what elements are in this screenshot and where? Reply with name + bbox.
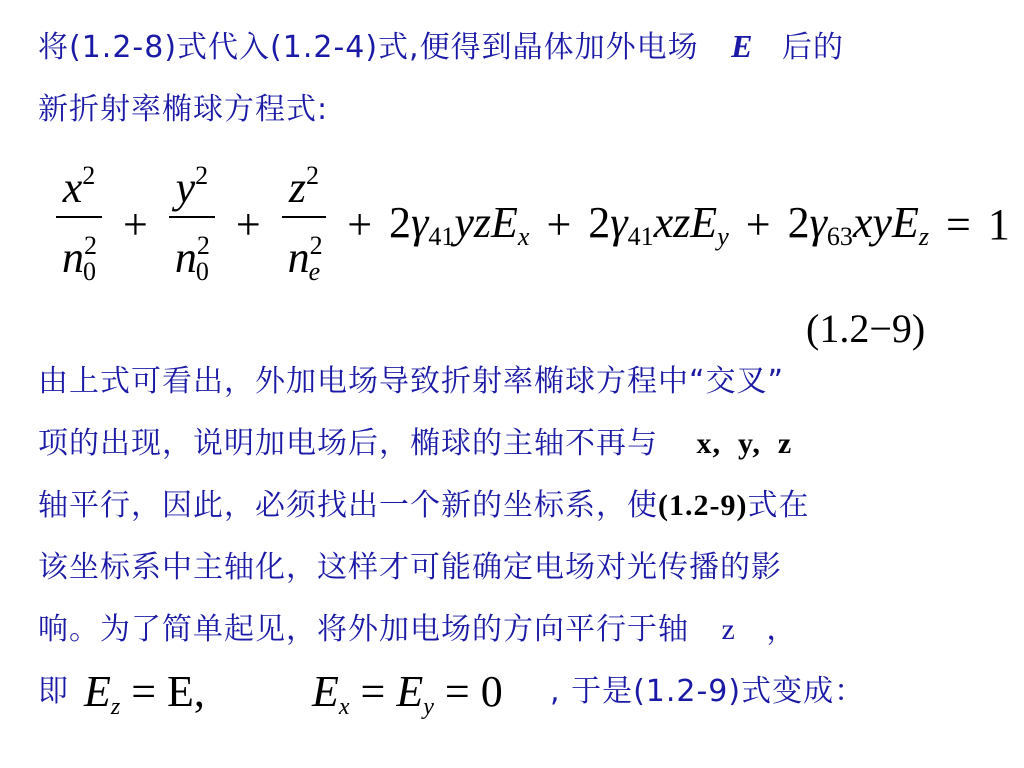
term-xz: $2\gamma_{41}xzE_y$ bbox=[588, 197, 729, 251]
fraction-z: $\frac{z^2}{n^2_e}$ bbox=[282, 148, 327, 300]
body-line-3: 轴平行，因此，必须找出一个新的坐标系，使(1.2-9)式在 bbox=[38, 488, 810, 523]
term-yz: $2\gamma_{41}yzE_x$ bbox=[389, 197, 530, 251]
intro-text-a: 将(1.2-8)式代入(1.2-4)式,便得到晶体加外电场 bbox=[38, 30, 699, 65]
term-xy: $2\gamma_{63}xyE_z$ bbox=[787, 197, 929, 251]
condition-Ex-Ey: $E_x = E_y = 0$ bbox=[312, 667, 503, 720]
intro-line-2: 新折射率椭球方程式: bbox=[38, 92, 329, 127]
body-line-5: 响。为了简单起见，将外加电场的方向平行于轴 z ， bbox=[38, 612, 798, 647]
axes-xyz: x, y, z bbox=[696, 427, 793, 460]
index-ellipsoid-equation: $\frac{x^2}{n^2_0}$ + $\frac{y^2}{n^2_0}$ + $\frac{z^2}{n^2_e}$ + $2\gamma_{41}yzE_x + 2\gamma_{41}xzE_y + 2\gamma_{63}xyE_z = 1$ bbox=[52, 148, 1010, 300]
field-symbol-E: E bbox=[731, 28, 754, 64]
condition-Ez: $E_z = E$, bbox=[84, 667, 205, 720]
body-line-6-prefix: 即 bbox=[38, 674, 69, 709]
body-line-6-suffix: , 于是(1.2-9)式变成： bbox=[550, 674, 866, 709]
body-line-2: 项的出现，说明加电场后，椭球的主轴不再与 x, y, z bbox=[38, 426, 793, 461]
intro-line-1 bbox=[38, 26, 844, 68]
fraction-x: $\frac{x^2}{n^2_0}$ bbox=[56, 148, 102, 300]
axis-z: z bbox=[721, 613, 736, 646]
equation-rhs: 1 bbox=[987, 199, 1010, 249]
body-line-1: 由上式可看出，外加电场导致折射率椭球方程中“交叉” bbox=[38, 364, 785, 399]
fraction-y: $\frac{y^2}{n^2_0}$ bbox=[169, 148, 215, 300]
equation-ref: (1.2-9) bbox=[658, 489, 748, 522]
intro-text-b: 后的 bbox=[782, 30, 845, 65]
body-line-4: 该坐标系中主轴化，这样才可能确定电场对光传播的影 bbox=[38, 550, 782, 585]
equation-number: (1.2−9) bbox=[806, 306, 926, 351]
